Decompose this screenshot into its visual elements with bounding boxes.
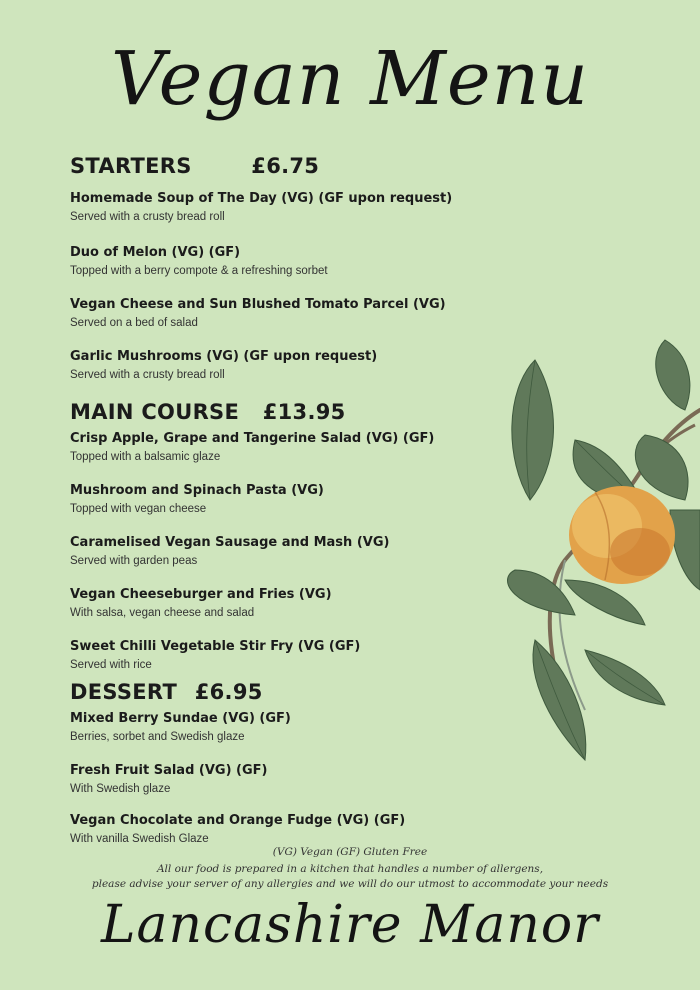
item-description: Served with rice <box>70 659 152 671</box>
item-description: With vanilla Swedish Glaze <box>70 833 209 845</box>
item-description: With Swedish glaze <box>70 783 171 795</box>
item-name: Caramelised Vegan Sausage and Mash (VG) <box>70 535 390 550</box>
menu-item <box>70 296 500 332</box>
section-title: STARTERS <box>70 154 192 178</box>
section-price: £6.75 <box>251 154 320 178</box>
section-price: £6.95 <box>194 680 263 704</box>
item-description: Served with a crusty bread roll <box>70 369 225 381</box>
dietary-legend: (VG) Vegan (GF) Gluten Free <box>272 846 428 858</box>
menu-item <box>70 348 500 384</box>
item-name: Fresh Fruit Salad (VG) (GF) <box>70 763 268 778</box>
item-description: Served with garden peas <box>70 555 198 567</box>
menu-item <box>70 482 500 518</box>
item-description: Topped with a berry compote & a refreshing sorbet <box>70 265 328 277</box>
item-name: Crisp Apple, Grape and Tangerine Salad (VG) (GF) <box>70 431 435 446</box>
menu-title: Vegan Menu <box>111 36 589 122</box>
menu-item <box>70 244 500 280</box>
item-name: Sweet Chilli Vegetable Stir Fry (VG (GF) <box>70 639 361 654</box>
item-description: Berries, sorbet and Swedish glaze <box>70 731 245 743</box>
section-price: £13.95 <box>262 400 346 424</box>
section-heading-main-course <box>70 400 346 424</box>
peach-branch-illustration <box>495 330 700 770</box>
section-title: MAIN COURSE <box>70 400 240 424</box>
menu-item <box>70 190 500 226</box>
peach-icon <box>569 486 675 584</box>
item-description: Served on a bed of salad <box>70 317 198 329</box>
allergen-note-line-1: All our food is prepared in a kitchen that handles a number of allergens, <box>156 863 544 875</box>
section-heading-starters <box>70 154 319 178</box>
menu-item <box>70 762 500 798</box>
item-name: Vegan Cheese and Sun Blushed Tomato Parcel (VG) <box>70 297 446 312</box>
item-description: Served with a crusty bread roll <box>70 211 225 223</box>
section-title: DESSERT <box>70 680 178 704</box>
item-name: Vegan Chocolate and Orange Fudge (VG) (GF) <box>70 813 406 828</box>
item-name: Homemade Soup of The Day (VG) (GF upon request) <box>70 191 453 206</box>
menu-item <box>70 812 500 848</box>
item-name: Mixed Berry Sundae (VG) (GF) <box>70 711 291 726</box>
item-name: Vegan Cheeseburger and Fries (VG) <box>70 587 332 602</box>
item-description: Topped with vegan cheese <box>70 503 207 515</box>
menu-item <box>70 710 500 746</box>
restaurant-name: Lancashire Manor <box>100 895 599 955</box>
section-heading-dessert <box>70 680 263 704</box>
menu-item <box>70 638 500 674</box>
allergen-note-line-2: please advise your server of any allergies and we will do our utmost to accommodate your needs <box>91 878 609 890</box>
item-description: With salsa, vegan cheese and salad <box>70 607 255 619</box>
item-name: Garlic Mushrooms (VG) (GF upon request) <box>70 349 378 364</box>
item-name: Mushroom and Spinach Pasta (VG) <box>70 483 324 498</box>
item-description: Topped with a balsamic glaze <box>70 451 221 463</box>
menu-item <box>70 430 500 466</box>
menu-item <box>70 586 500 622</box>
menu-item <box>70 534 500 570</box>
item-name: Duo of Melon (VG) (GF) <box>70 245 241 260</box>
